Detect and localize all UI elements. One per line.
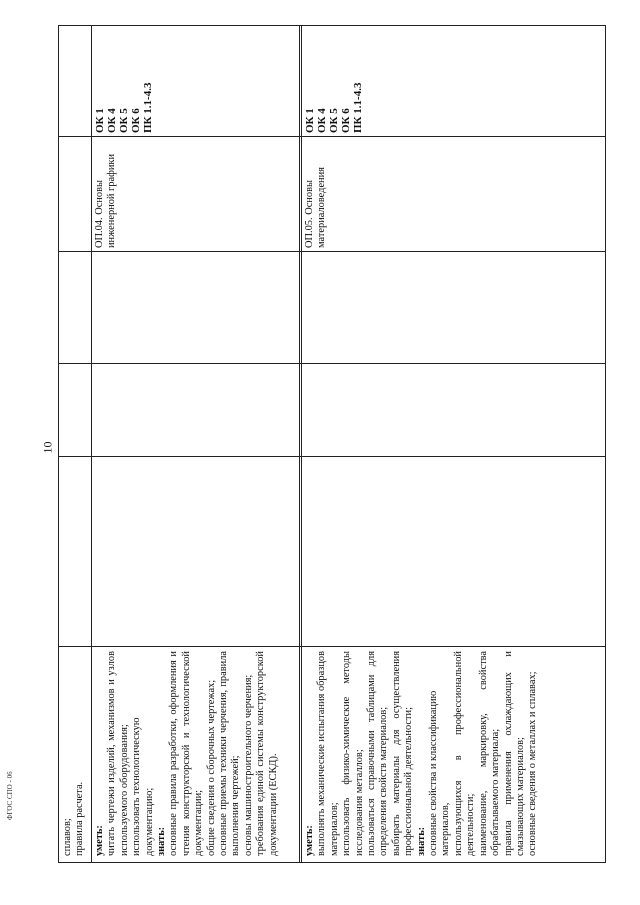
row2-discipline (304, 140, 329, 248)
text-line: основы машиностроительного черчения; (242, 674, 254, 856)
znat-heading: знать: (156, 826, 168, 856)
text-line: использовать технологическую документацию; (131, 717, 155, 856)
row1-knowledge (94, 651, 280, 856)
competency-code: ПК 1.1-4.3 (142, 82, 154, 133)
text-line: выполнять механические испытания образцов (316, 651, 328, 856)
col-divider (59, 363, 605, 364)
row-divider (299, 26, 302, 862)
text-line: определения свойств материалов; (378, 706, 390, 856)
text-line: обрабатываемого материала; (490, 728, 502, 856)
text-line: требования единой системы конструкторской (255, 651, 267, 856)
row1-discipline (94, 140, 119, 248)
col-divider (59, 456, 605, 457)
competency-code: ОК 6 (130, 108, 142, 133)
text-line: используемого оборудования; (118, 724, 130, 856)
text-line: общие сведения о сборочных чертежах; (205, 679, 217, 856)
text-line: выбирать материалы для осуществления (390, 651, 402, 856)
top-cell (62, 651, 87, 856)
umet-heading: уметь: (304, 825, 315, 856)
competency-code: ОК 4 (106, 108, 118, 133)
text-line: профессиональной деятельности; (403, 706, 415, 856)
competency-code: ОК 5 (328, 108, 340, 133)
col-divider (59, 251, 605, 252)
umet-heading: уметь: (94, 825, 105, 856)
text-line: чтения конструкторской и технологической (180, 651, 192, 856)
competency-code: ОК 1 (304, 108, 316, 133)
top-line: правила расчета. (74, 781, 86, 856)
znat-heading: знать: (415, 826, 427, 856)
competency-code: ОК 5 (118, 108, 130, 133)
rotated-table-wrapper (58, 25, 606, 863)
col-divider (59, 136, 605, 137)
page-number: 10 (40, 441, 55, 454)
text-line: наименование, маркировку, свойства (477, 651, 489, 856)
text-line: материалов; (328, 802, 340, 856)
text-line: документации; (193, 789, 205, 856)
text-line: исследования металлов; (353, 749, 365, 856)
competency-table (58, 25, 606, 863)
text-line: документации (ЕСКД). (267, 753, 279, 856)
text-line: основные правила разработки, оформления и (168, 651, 180, 856)
row2-knowledge (304, 651, 540, 856)
discipline-line: ОП.05. Основы (304, 180, 315, 248)
text-line: правила применения охлаждающих и (502, 651, 514, 856)
footer-text: ФГОС СПО - 06 (6, 771, 14, 820)
competency-code: ОК 4 (316, 108, 328, 133)
discipline-line: ОП.04. Основы (94, 180, 105, 248)
row-divider (91, 26, 92, 862)
competency-code: ОК 6 (340, 108, 352, 133)
discipline-line: инженерной графики (106, 153, 118, 248)
text-line: основные свойства и классификацию материалов, (428, 690, 452, 856)
text-line: основные сведения о металлах и сплавах; (527, 671, 539, 856)
text-line: деятельности; (465, 793, 477, 856)
discipline-line: материаловедения (316, 167, 328, 248)
text-line: основные приемы техники черчения, правила (218, 651, 230, 856)
text-line: выполнения чертежей; (230, 755, 242, 856)
text-line: смазывающих материалов; (514, 737, 526, 856)
text-line: читать чертежи изделий, механизмов и узлов (106, 651, 118, 856)
text-line: использовать физико-химические методы (341, 651, 353, 856)
col-divider (59, 646, 605, 647)
row1-competencies (94, 33, 154, 133)
text-line: пользоваться справочными таблицами для (366, 651, 378, 856)
text-line: использующихся в профессиональной (452, 651, 464, 856)
competency-code: ПК 1.1-4.3 (352, 82, 364, 133)
competency-code: ОК 1 (94, 108, 106, 133)
top-line: сплавов; (62, 818, 73, 856)
row2-competencies (304, 33, 364, 133)
